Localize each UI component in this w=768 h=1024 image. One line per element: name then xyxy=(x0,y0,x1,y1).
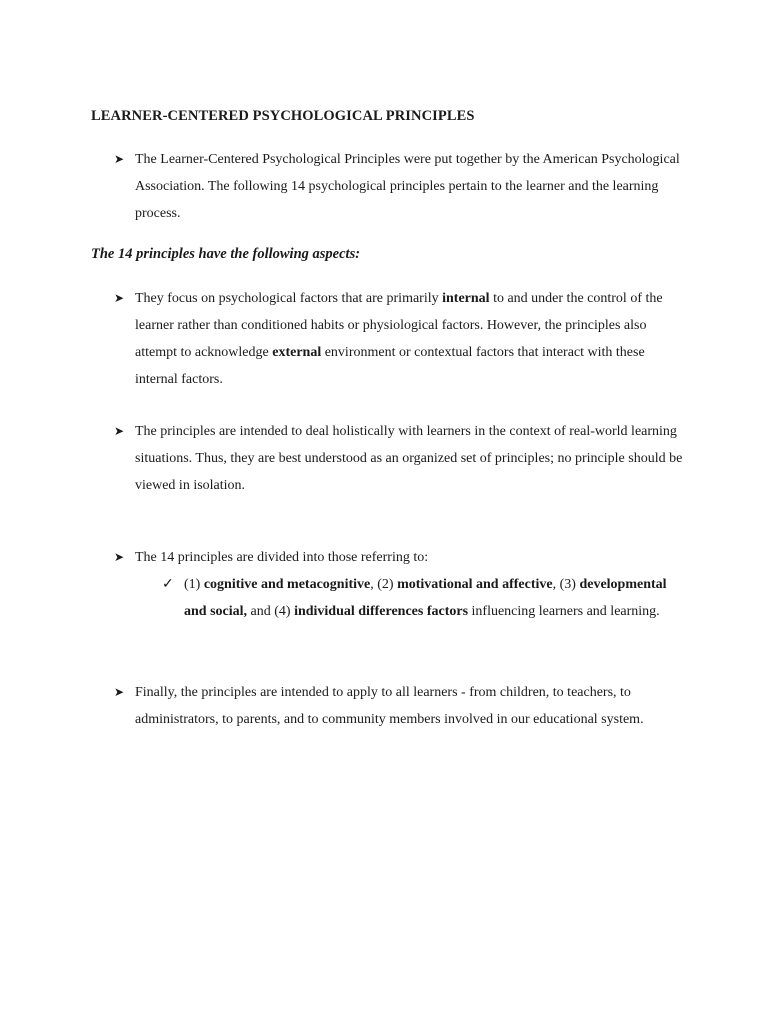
category-individual-differences: individual differences factors xyxy=(294,604,469,619)
arrowhead-bullet-icon: ➤ xyxy=(114,550,125,564)
aspect-text: The 14 principles are divided into those referring to: xyxy=(135,550,429,565)
category-motivational: motivational and affective xyxy=(397,577,553,592)
document-title: LEARNER-CENTERED PSYCHOLOGICAL PRINCIPLES xyxy=(91,108,475,124)
aspects-subtitle: The 14 principles have the following aspects: xyxy=(91,246,361,262)
aspect-text xyxy=(135,285,684,393)
category-cognitive: cognitive and metacognitive xyxy=(203,577,371,592)
arrowhead-bullet-icon: ➤ xyxy=(114,685,125,699)
arrowhead-bullet-icon: ➤ xyxy=(114,291,125,305)
categories-text-part: (1) xyxy=(184,577,204,592)
aspect-text-part: environment or contextual factors that interact with these internal factors. xyxy=(135,345,645,387)
aspect-bullet-all-learners xyxy=(114,679,684,733)
categories-text-part: influencing learners and learning. xyxy=(468,604,660,619)
checkmark-bullet-icon: ✓ xyxy=(162,577,174,592)
aspect-text-part: to and under the control of the learner rather than conditioned habits or physiological factors. However, the principles also attempt to acknowledge xyxy=(135,291,663,360)
arrowhead-bullet-icon: ➤ xyxy=(114,152,125,166)
aspect-bullet-internal-external xyxy=(114,285,684,393)
aspect-bullet-categories xyxy=(114,544,684,571)
emphasis-external: external xyxy=(272,345,322,360)
aspect-text: The principles are intended to deal holistically with learners in the context of real-world learning situations. Thus, they are best understood as an organized set of principles; no principle should be viewed in isolation. xyxy=(135,424,683,493)
categories-text-part: , (2) xyxy=(370,577,398,592)
categories-text-part: , (3) xyxy=(552,577,580,592)
categories-text-part: and (4) xyxy=(247,604,295,619)
aspect-text-part: They focus on psychological factors that are primarily xyxy=(135,291,443,306)
category-developmental: developmental and social, xyxy=(184,577,667,619)
arrowhead-bullet-icon: ➤ xyxy=(114,424,125,438)
categories-text xyxy=(184,571,684,625)
intro-bullet xyxy=(114,146,684,227)
intro-text: The Learner-Centered Psychological Principles were put together by the American Psychological Association. The following 14 psychological principles pertain to the learner and the learning process. xyxy=(135,152,680,221)
categories-checklist-item xyxy=(162,571,684,625)
aspect-text: Finally, the principles are intended to apply to all learners - from children, to teachers, to administrators, to parents, and to community members involved in our educational system. xyxy=(135,685,644,727)
emphasis-internal: internal xyxy=(442,291,490,306)
aspect-bullet-holistic xyxy=(114,418,684,499)
